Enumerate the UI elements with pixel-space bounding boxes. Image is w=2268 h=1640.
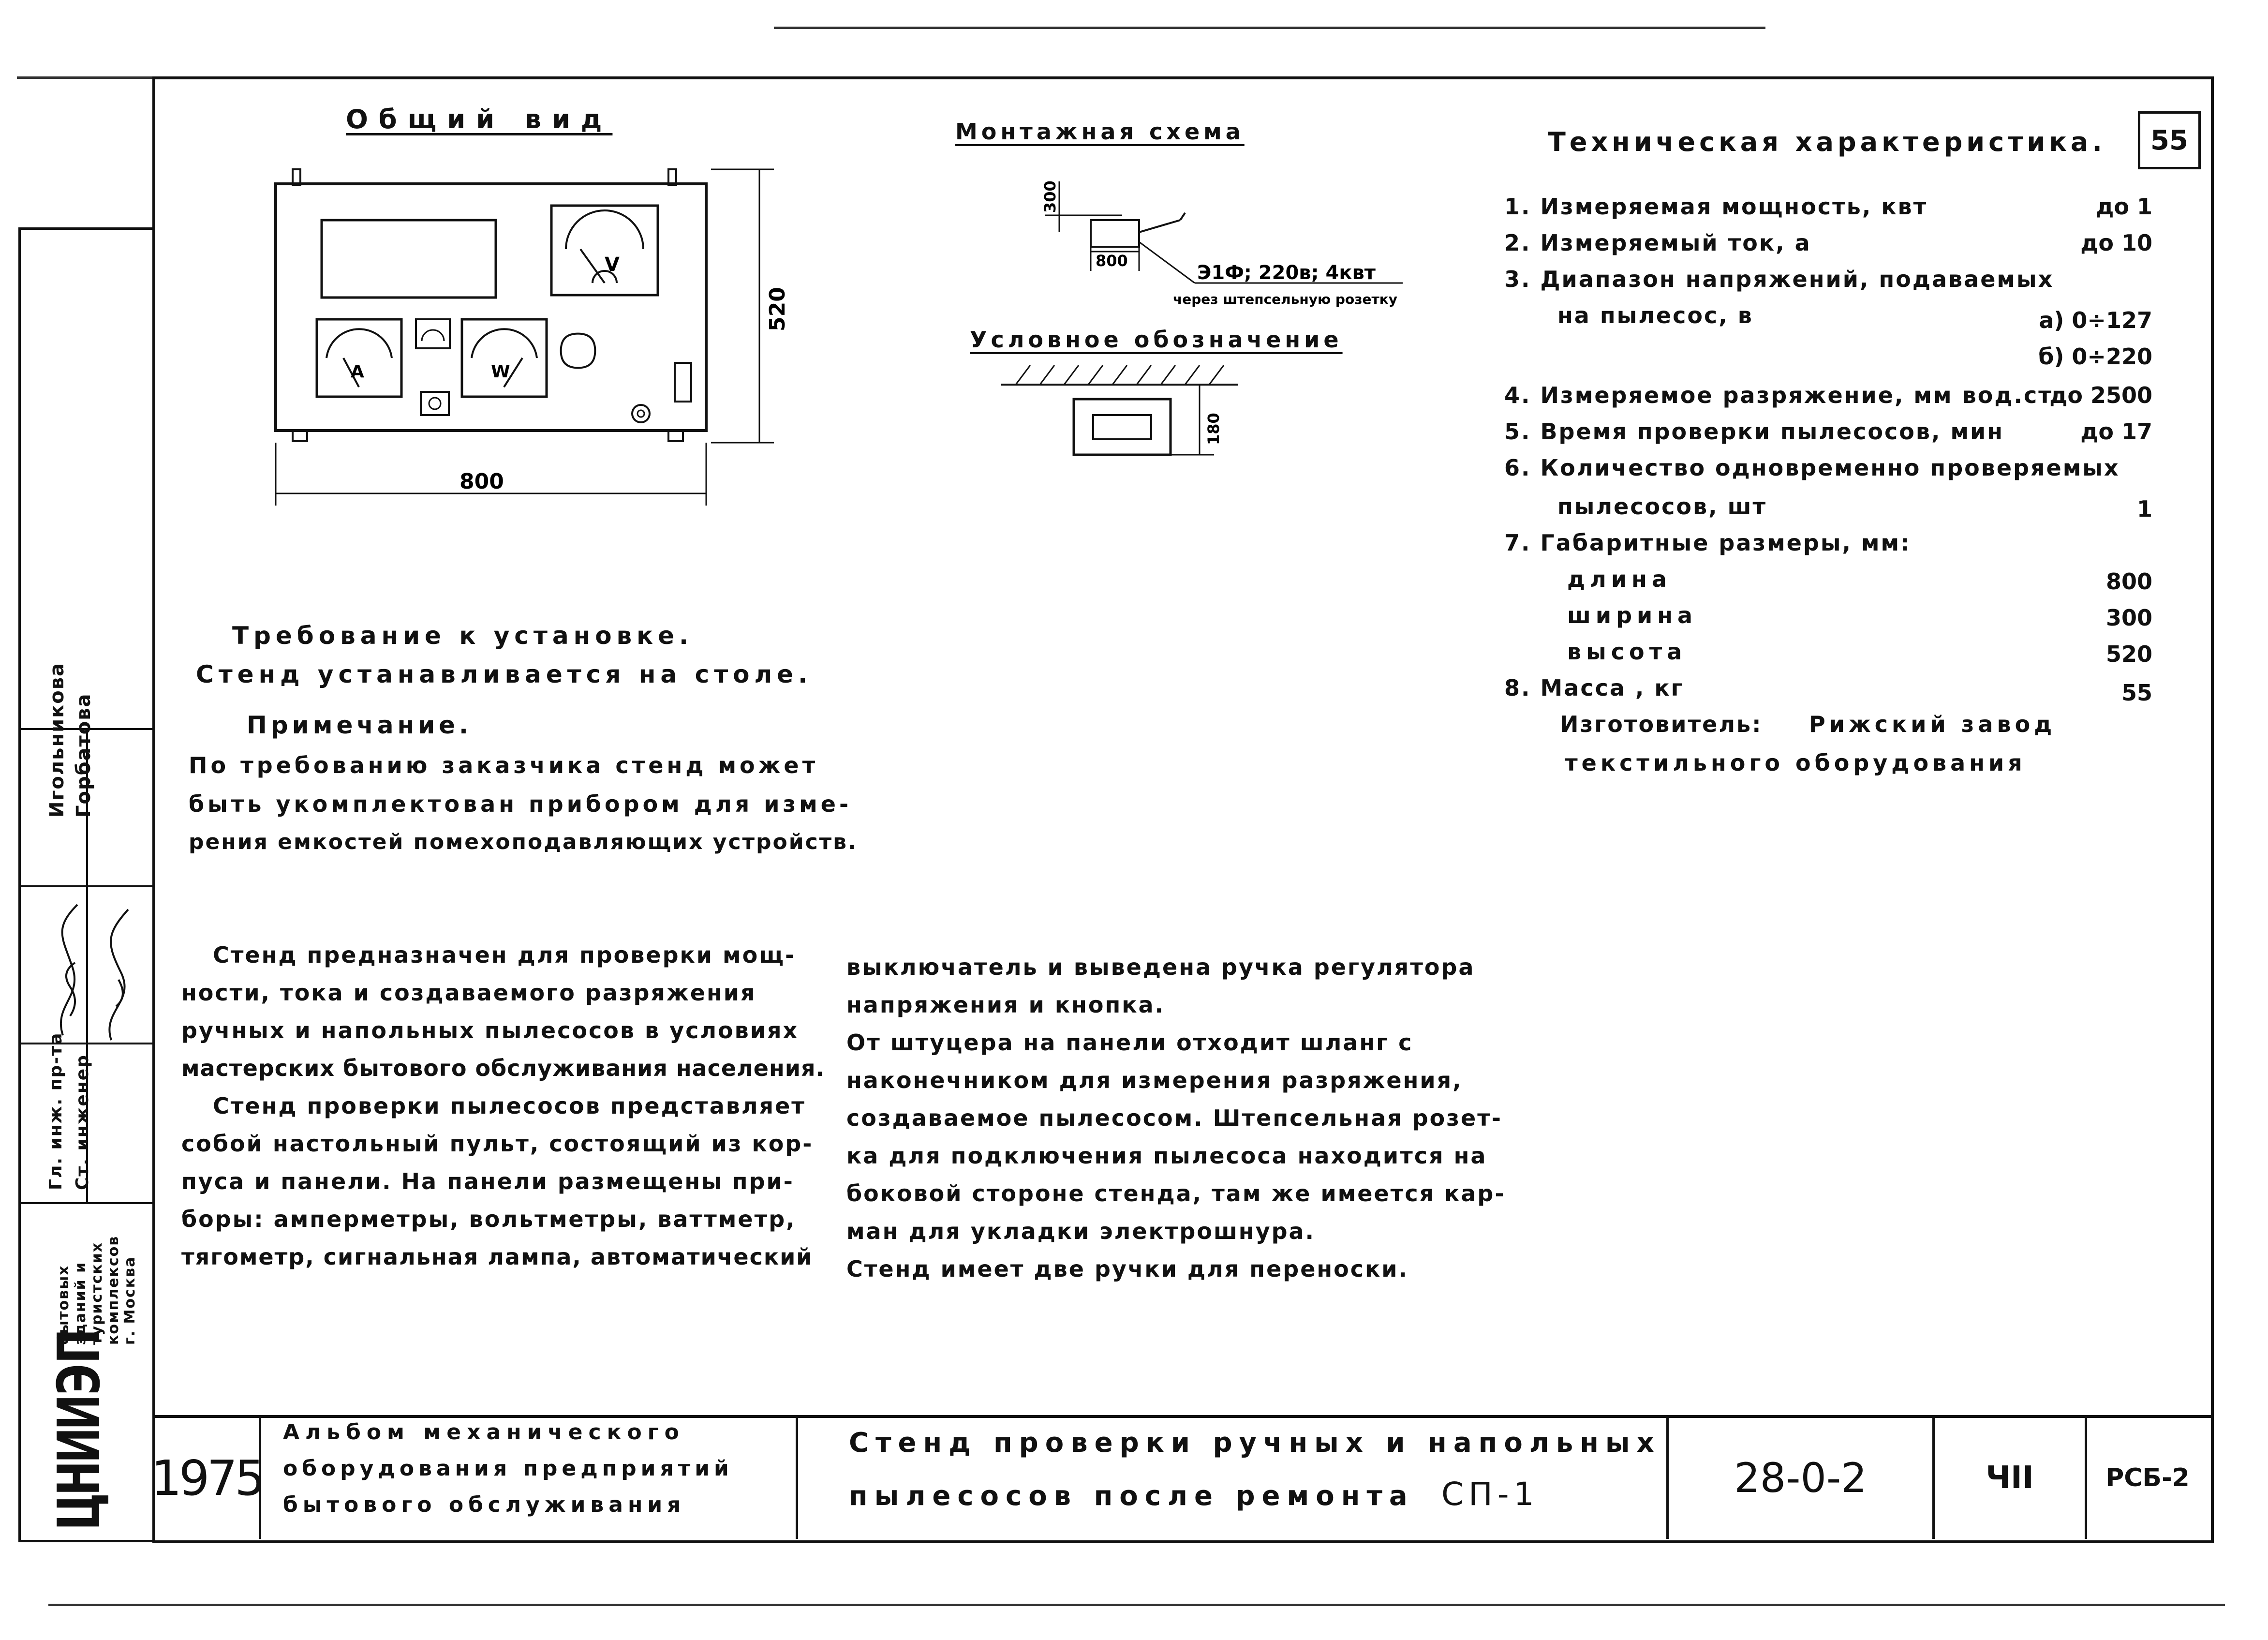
spec-label: 7. Габаритные размеры, мм: <box>1504 530 1911 556</box>
title-name-2: пылесосов после ремонта <box>849 1480 1414 1512</box>
spec-label: высота <box>1567 639 1687 665</box>
mounting-drawing <box>1025 179 1441 319</box>
spec-value: а) 0÷127 <box>2039 307 2152 333</box>
title-name-1: Стенд проверки ручных и напольных <box>849 1427 1661 1459</box>
dim-height: 520 <box>765 287 790 331</box>
desc-col1-line: ручных и напольных пылесосов в условиях <box>181 1017 799 1044</box>
title-code: 28-0-2 <box>1734 1454 1867 1502</box>
desc-col2-line: наконечником для измерения разряжения, <box>846 1067 1463 1093</box>
spec-label: 5. Время проверки пылесосов, мин <box>1504 418 2004 445</box>
org-logo: ЦНИИЭП <box>46 1330 113 1529</box>
stamp-role-1: Гл. инж. пр-та <box>46 1032 66 1190</box>
spec-label: пылесосов, шт <box>1557 493 1767 520</box>
page-bottom-rule <box>48 1604 2225 1606</box>
spec-value: 800 <box>2105 568 2152 595</box>
title-year: 1975 <box>151 1449 263 1506</box>
desc-col1-line: тягометр, сигнальная лампа, автоматический <box>181 1244 813 1270</box>
spec-label: 6. Количество одновременно проверяемых <box>1504 455 2120 481</box>
spec-label: ширина <box>1567 602 1698 628</box>
general-view-title: Общий вид <box>346 104 613 134</box>
desc-col2-line: выключатель и выведена ручка регулятора <box>846 954 1475 980</box>
title-album-3: бытового обслуживания <box>283 1492 686 1517</box>
org-desc-4: комплексов <box>105 1235 122 1345</box>
stamp-person-1: Игольникова <box>46 662 68 818</box>
spec-label: 8. Масса , кг <box>1504 675 1684 701</box>
spec-value: 300 <box>2105 605 2152 631</box>
spec-value: до 17 <box>2080 418 2152 445</box>
org-desc-5: г. Москва <box>121 1256 138 1345</box>
dim-800: 800 <box>1096 252 1128 270</box>
mounting-title: Монтажная схема <box>955 119 1245 145</box>
title-part: ЧII <box>1986 1460 2034 1496</box>
org-desc-2: зданий и <box>72 1261 89 1345</box>
spec-value: до 1 <box>2096 194 2152 220</box>
desc-col2-line: напряжения и кнопка. <box>846 992 1165 1018</box>
title-model: СП-1 <box>1441 1476 1539 1513</box>
meter-v-label: V <box>605 253 620 276</box>
desc-col2-line: ка для подключения пылесоса находится на <box>846 1143 1487 1169</box>
desc-col2-line: создаваемое пылесосом. Штепсельная розет- <box>846 1105 1502 1131</box>
title-sheet: РСБ-2 <box>2105 1463 2190 1492</box>
spec-label: 4. Измеряемое разряжение, мм вод.ст <box>1504 382 2053 408</box>
page-number: 55 <box>2138 111 2201 169</box>
symbol-drawing <box>996 358 1267 464</box>
page-left-rule <box>17 76 155 79</box>
spec-value: до 10 <box>2080 230 2152 256</box>
desc-col2-line: Стенд имеет две ручки для переноски. <box>846 1256 1408 1282</box>
desc-col2-line: От штуцера на панели отходит шланг с <box>846 1029 1413 1056</box>
meter-a-label: A <box>351 362 364 382</box>
specs-title: Техническая характеристика. <box>1548 127 2106 157</box>
stamp-divider <box>21 1202 155 1204</box>
maker-label: Изготовитель: <box>1560 711 1763 737</box>
spec-label: 2. Измеряемый ток, а <box>1504 230 1811 256</box>
desc-col1-line: Стенд проверки пылесосов представляет <box>213 1093 806 1119</box>
spec-label: на пылесос, в <box>1557 302 1753 328</box>
stamp-person-2: Горбатова <box>73 693 95 818</box>
general-view-drawing <box>271 160 813 518</box>
stamp-role-2: Ст. инженер <box>73 1054 92 1190</box>
power-note: Э1Ф; 220в; 4квт <box>1197 262 1376 284</box>
maker-name-2: текстильного оборудования <box>1565 750 2026 776</box>
title-album-1: Альбом механического <box>283 1420 685 1445</box>
title-album-2: оборудования предприятий <box>283 1456 733 1481</box>
spec-label: длина <box>1567 566 1672 592</box>
requirement-text: Стенд устанавливается на столе. <box>196 660 813 688</box>
note-line-1: По требованию заказчика стенд может <box>189 752 819 778</box>
signatures <box>24 890 150 1050</box>
spec-value: до 2500 <box>2049 382 2152 408</box>
desc-col1-line: боры: амперметры, вольтметры, ваттметр, <box>181 1206 796 1232</box>
desc-col1-line: собой настольный пульт, состоящий из кор- <box>181 1131 814 1157</box>
meter-w-label: W <box>491 362 510 382</box>
maker-name-1: Рижский завод <box>1809 711 2056 737</box>
spec-value: 520 <box>2105 641 2152 667</box>
note-title: Примечание. <box>247 711 473 739</box>
spec-label: 1. Измеряемая мощность, квт <box>1504 194 1928 220</box>
desc-col2-line: боковой стороне стенда, там же имеется кар- <box>846 1180 1506 1207</box>
desc-col1-line: мастерских бытового обслуживания населения. <box>181 1055 825 1081</box>
note-line-2: быть укомплектован прибором для изме- <box>189 791 852 817</box>
spec-value: 55 <box>2121 680 2152 706</box>
dim-300: 300 <box>1041 180 1059 213</box>
desc-col1-line: Стенд предназначен для проверки мощ- <box>213 942 796 968</box>
page-top-rule <box>774 27 1765 29</box>
spec-value: б) 0÷220 <box>2038 343 2152 370</box>
spec-label: 3. Диапазон напряжений, подаваемых <box>1504 266 2054 292</box>
org-desc-1: бытовых <box>55 1265 72 1345</box>
symbol-title: Условное обозначение <box>970 327 1343 353</box>
desc-col1-line: пуса и панели. На панели размещены при- <box>181 1168 794 1194</box>
spec-value: 1 <box>2136 496 2152 522</box>
socket-note: через штепсельную розетку <box>1173 291 1397 307</box>
org-desc-3: туристских <box>89 1241 105 1345</box>
requirement-title: Требование к установке. <box>232 622 694 650</box>
dim-width: 800 <box>460 469 504 494</box>
dim-180: 180 <box>1204 413 1223 445</box>
note-line-3: рения емкостей помехоподавляющих устройств. <box>189 830 858 854</box>
desc-col2-line: ман для укладки электрошнура. <box>846 1218 1316 1244</box>
title-block-divider <box>796 1415 798 1539</box>
desc-col1-line: ности, тока и создаваемого разряжения <box>181 980 756 1006</box>
